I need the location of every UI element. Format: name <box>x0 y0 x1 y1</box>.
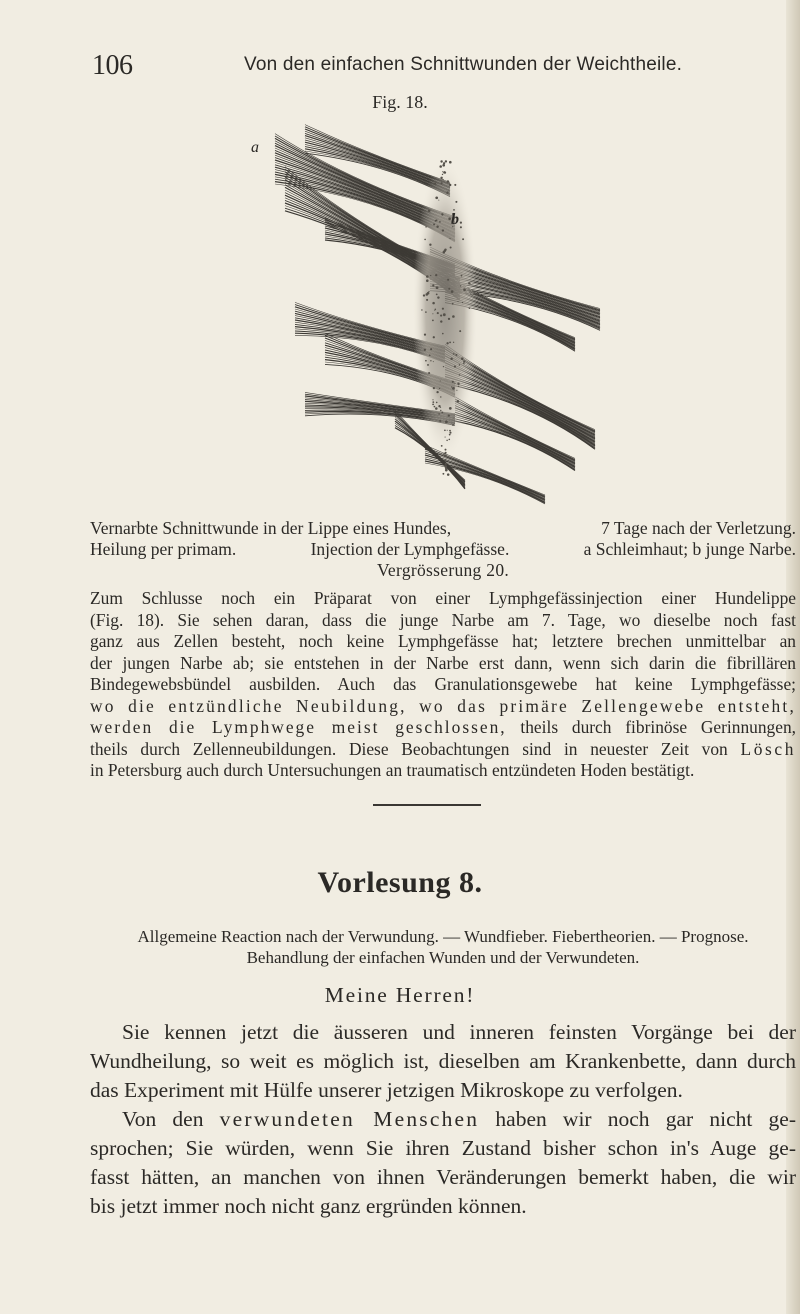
cell-dot <box>424 349 426 351</box>
caption-line1-b: 7 Tage nach der Verletzung. <box>601 518 796 538</box>
cell-dot <box>434 406 436 408</box>
cell-dot <box>435 407 438 410</box>
text-line: bis jetzt immer noch nicht ganz ergründen können. <box>90 1194 527 1218</box>
cell-dot <box>436 287 438 289</box>
cell-dot <box>459 374 461 376</box>
cell-dot <box>460 222 462 224</box>
vessel-line <box>425 461 545 503</box>
text-line <box>90 717 796 739</box>
cell-dot <box>430 275 431 276</box>
text-line <box>90 739 796 761</box>
cell-dot <box>430 360 431 361</box>
text-line: der jungen Narbe ab; sie entstehen in der Narbe erst dann, wenn sich darin die fibrillären <box>90 652 796 673</box>
vessel-line <box>455 421 575 471</box>
cell-dot <box>440 315 442 317</box>
cell-dot <box>437 296 439 298</box>
summary-line: Behandlung der einfachen Wunden und der Verwundeten. <box>246 948 640 967</box>
page-header <box>92 50 692 90</box>
cell-dot <box>448 414 450 416</box>
cell-dot <box>432 403 434 405</box>
cell-dot <box>442 171 443 172</box>
cell-dot <box>460 285 461 286</box>
figure-illustration <box>245 120 605 510</box>
cell-dot <box>438 413 440 415</box>
vessel-line <box>455 401 575 460</box>
cell-dot <box>429 244 431 246</box>
cell-dot <box>461 275 463 277</box>
cell-dot <box>444 465 445 466</box>
cell-dot <box>426 275 429 278</box>
cell-dot <box>447 180 449 182</box>
cell-dot <box>435 196 438 199</box>
cell-dot <box>433 336 435 338</box>
cell-dot <box>427 364 429 366</box>
cell-dot <box>450 246 452 248</box>
cell-dot <box>424 334 426 336</box>
running-head: Von den einfachen Schnittwunden der Weichtheile. <box>244 54 683 75</box>
cell-dot <box>453 387 454 388</box>
text-line: fasst hätten, an manchen von ihnen Veränderungen bemerkt haben, die wir <box>90 1165 796 1189</box>
cell-dot <box>452 315 455 318</box>
chapter-summary <box>90 926 796 968</box>
cell-dot <box>433 361 434 362</box>
cell-dot <box>449 407 452 410</box>
cell-dot <box>421 309 422 310</box>
cell-dot <box>458 386 459 387</box>
cell-dot <box>443 366 444 367</box>
cell-dot <box>432 319 434 321</box>
text-line: Sie kennen jetzt die äusseren und inneren feinsten Vorgänge bei der <box>122 1020 796 1044</box>
cell-dot <box>449 341 451 343</box>
cell-dot <box>468 282 471 285</box>
cell-dot <box>462 238 464 240</box>
figure-letter-b: b <box>451 211 459 228</box>
cell-dot <box>448 288 450 290</box>
cell-dot <box>445 449 447 451</box>
cell-dot <box>452 424 454 426</box>
cell-dot <box>440 410 441 411</box>
cell-dot <box>452 387 455 390</box>
cell-dot <box>469 307 471 309</box>
cell-dot <box>436 402 438 404</box>
cell-dot <box>444 454 447 457</box>
cell-dot <box>440 380 441 381</box>
spaced-phrase: werden die Lymphwege meist geschlossen, <box>90 717 507 737</box>
cell-dot <box>450 358 452 360</box>
paragraph-lymph-injection <box>90 588 796 782</box>
cell-dot <box>441 182 443 184</box>
cell-dot <box>463 363 464 364</box>
cell-dot <box>442 179 443 180</box>
cell-dot <box>439 165 442 168</box>
cell-dot <box>439 388 440 389</box>
section-divider <box>373 804 481 806</box>
lecture-text <box>90 1018 796 1221</box>
vessel-line <box>455 419 575 470</box>
cell-dot <box>453 353 455 355</box>
text-line: (Fig. 18). Sie sehen daran, dass die junge Narbe am 7. Tage, wo dieselbe noch fast <box>90 609 796 630</box>
cell-dot <box>435 274 437 276</box>
section-title: Vorlesung 8. <box>317 866 483 899</box>
cell-dot <box>442 164 445 167</box>
vessel-line <box>455 399 575 460</box>
cell-dot <box>428 291 429 292</box>
text-line: ganz aus Zellen besteht, noch keine Lymphgefässe hat; letztere brechen unmittelbar an <box>90 631 796 651</box>
text-line: Bindegewebsbündel ausbilden. Auch das Granulationsgewebe hat keine Lymphgefässe; <box>90 674 796 694</box>
cell-dot <box>440 177 442 179</box>
cell-dot <box>436 391 438 393</box>
cell-dot <box>459 330 461 332</box>
cell-dot <box>439 420 441 422</box>
text-line-spaced: wo die entzündliche Neubildung, wo das primäre Zellengewebe entsteht, <box>90 695 796 716</box>
cell-dot <box>453 342 454 343</box>
cell-dot <box>426 299 428 301</box>
cell-dot <box>446 440 447 441</box>
cell-dot <box>444 429 446 431</box>
cell-dot <box>449 439 451 441</box>
cell-dot <box>454 383 455 384</box>
caption-line1-a: Vernarbte Schnittwunde in der Lippe eines Hundes, <box>90 518 452 538</box>
cell-dot <box>455 354 457 356</box>
cell-dot <box>443 162 445 164</box>
line-remainder: theils durch fibrinöse Gerinnungen, <box>506 717 796 737</box>
text-line: Wundheilung, so weit es möglich ist, dieselben am Krankenbette, dann durch <box>90 1049 796 1073</box>
cell-dot <box>428 210 431 213</box>
cell-dot <box>451 386 452 387</box>
cell-dot <box>449 238 450 239</box>
cell-dot <box>457 301 458 302</box>
cell-dot <box>435 309 437 311</box>
cell-dot <box>427 292 430 295</box>
cell-dot <box>432 302 435 305</box>
cell-dot <box>447 279 449 281</box>
cell-dot <box>442 308 444 310</box>
cell-dot <box>425 360 427 362</box>
cell-dot <box>436 294 438 296</box>
cell-dot <box>426 279 429 282</box>
cell-dot <box>445 421 448 424</box>
cell-dot <box>456 390 457 391</box>
cell-dot <box>443 453 445 455</box>
cell-dot <box>428 372 430 374</box>
text-line: das Experiment mit Hülfe unserer jetzigen Mikroskope zu verfolgen. <box>90 1078 683 1102</box>
cell-dot <box>442 473 444 475</box>
author-name: Lösch <box>740 738 796 759</box>
cell-dot <box>457 400 459 402</box>
cell-dot <box>445 463 447 465</box>
vessel-line <box>455 397 575 459</box>
figure-label: Fig. 18. <box>372 92 428 112</box>
cell-dot <box>463 360 465 362</box>
text-line <box>90 1105 796 1134</box>
caption-line2-b: Injection der Lymphgefässe. <box>310 539 510 559</box>
cell-dot <box>446 191 448 193</box>
salutation: Meine Herren! <box>324 983 476 1007</box>
line-remainder: haben wir noch gar nicht ge- <box>479 1107 796 1131</box>
cell-dot <box>457 383 459 385</box>
cell-dot <box>432 284 434 286</box>
cell-dot <box>442 333 444 335</box>
cell-dot <box>441 445 443 447</box>
cell-dot <box>432 313 433 314</box>
cell-dot <box>452 381 454 383</box>
cell-dot <box>449 434 451 436</box>
cell-dot <box>463 289 466 292</box>
line-start: theils durch Zellenneubildungen. Diese Beobachtungen sind in neuester Zeit von <box>90 738 741 759</box>
cell-dot <box>441 213 443 215</box>
text-line: Zum Schlusse noch ein Präparat von einer Lymphgefässinjection einer Hundelippe <box>90 588 796 608</box>
cell-dot <box>451 290 454 293</box>
cell-dot <box>433 223 435 225</box>
cell-dot <box>439 221 441 223</box>
cell-dot <box>459 364 461 366</box>
cell-dot <box>447 473 450 476</box>
cell-dot <box>454 184 456 186</box>
cell-dot <box>461 357 464 360</box>
cell-dot <box>449 161 452 164</box>
caption-line3: Vergrösserung 20. <box>376 560 510 580</box>
cell-dot <box>449 430 451 432</box>
cell-dot <box>447 430 448 431</box>
cell-dot <box>445 469 448 472</box>
vessel-line <box>425 463 545 504</box>
cell-dot <box>442 174 443 175</box>
cell-dot <box>438 200 439 201</box>
cell-dot <box>425 311 427 313</box>
cell-dot <box>443 313 446 316</box>
cell-dot <box>444 460 446 462</box>
cell-dot <box>423 294 425 296</box>
cell-dot <box>435 220 437 222</box>
cell-dot <box>462 302 463 303</box>
caption-line2-a: Heilung per primam. <box>90 539 237 559</box>
cell-dot <box>424 239 426 241</box>
cell-dot <box>445 160 447 162</box>
cell-dot <box>441 411 443 413</box>
cell-dot <box>442 229 444 231</box>
cell-dot <box>437 312 439 314</box>
cell-dot <box>432 399 433 400</box>
cell-dot <box>434 183 436 185</box>
cell-dot <box>454 366 456 368</box>
cell-dot <box>436 225 438 227</box>
cell-dot <box>449 432 451 434</box>
cell-dot <box>444 250 447 253</box>
cell-dot <box>425 226 427 228</box>
caption-line2-c: a Schleimhaut; b junge Narbe. <box>583 539 796 559</box>
cell-dot <box>440 160 442 162</box>
summary-line: Allgemeine Reaction nach der Verwundung. — Wundfieber. Fiebertheorien. — Prognose. <box>137 927 749 946</box>
text-line: in Petersburg auch durch Untersuchungen an traumatisch entzündeten Hoden bestätigt. <box>90 760 695 780</box>
cell-dot <box>432 401 434 403</box>
text-line: sprochen; Sie würden, wenn Sie ihren Zustand bisher schon in's Auge ge- <box>90 1136 796 1160</box>
cell-dot <box>449 184 451 186</box>
cell-dot <box>440 396 441 397</box>
cell-dot <box>446 342 448 344</box>
cell-dot <box>430 348 432 350</box>
cell-dot <box>438 405 440 407</box>
figure-letter-a: a <box>251 139 259 156</box>
cell-dot <box>448 318 450 320</box>
cell-dot <box>440 320 442 322</box>
line-start: Von den <box>122 1107 220 1131</box>
page-number: 106 <box>92 50 133 81</box>
cell-dot <box>429 354 431 356</box>
spaced-phrase: verwundeten Menschen <box>219 1107 480 1131</box>
cell-dot <box>460 226 462 228</box>
cell-dot <box>445 437 446 438</box>
cell-dot <box>452 303 454 305</box>
cell-dot <box>433 387 435 389</box>
cell-dot <box>444 171 446 173</box>
cell-dot <box>455 201 457 203</box>
figure-caption <box>90 518 796 581</box>
